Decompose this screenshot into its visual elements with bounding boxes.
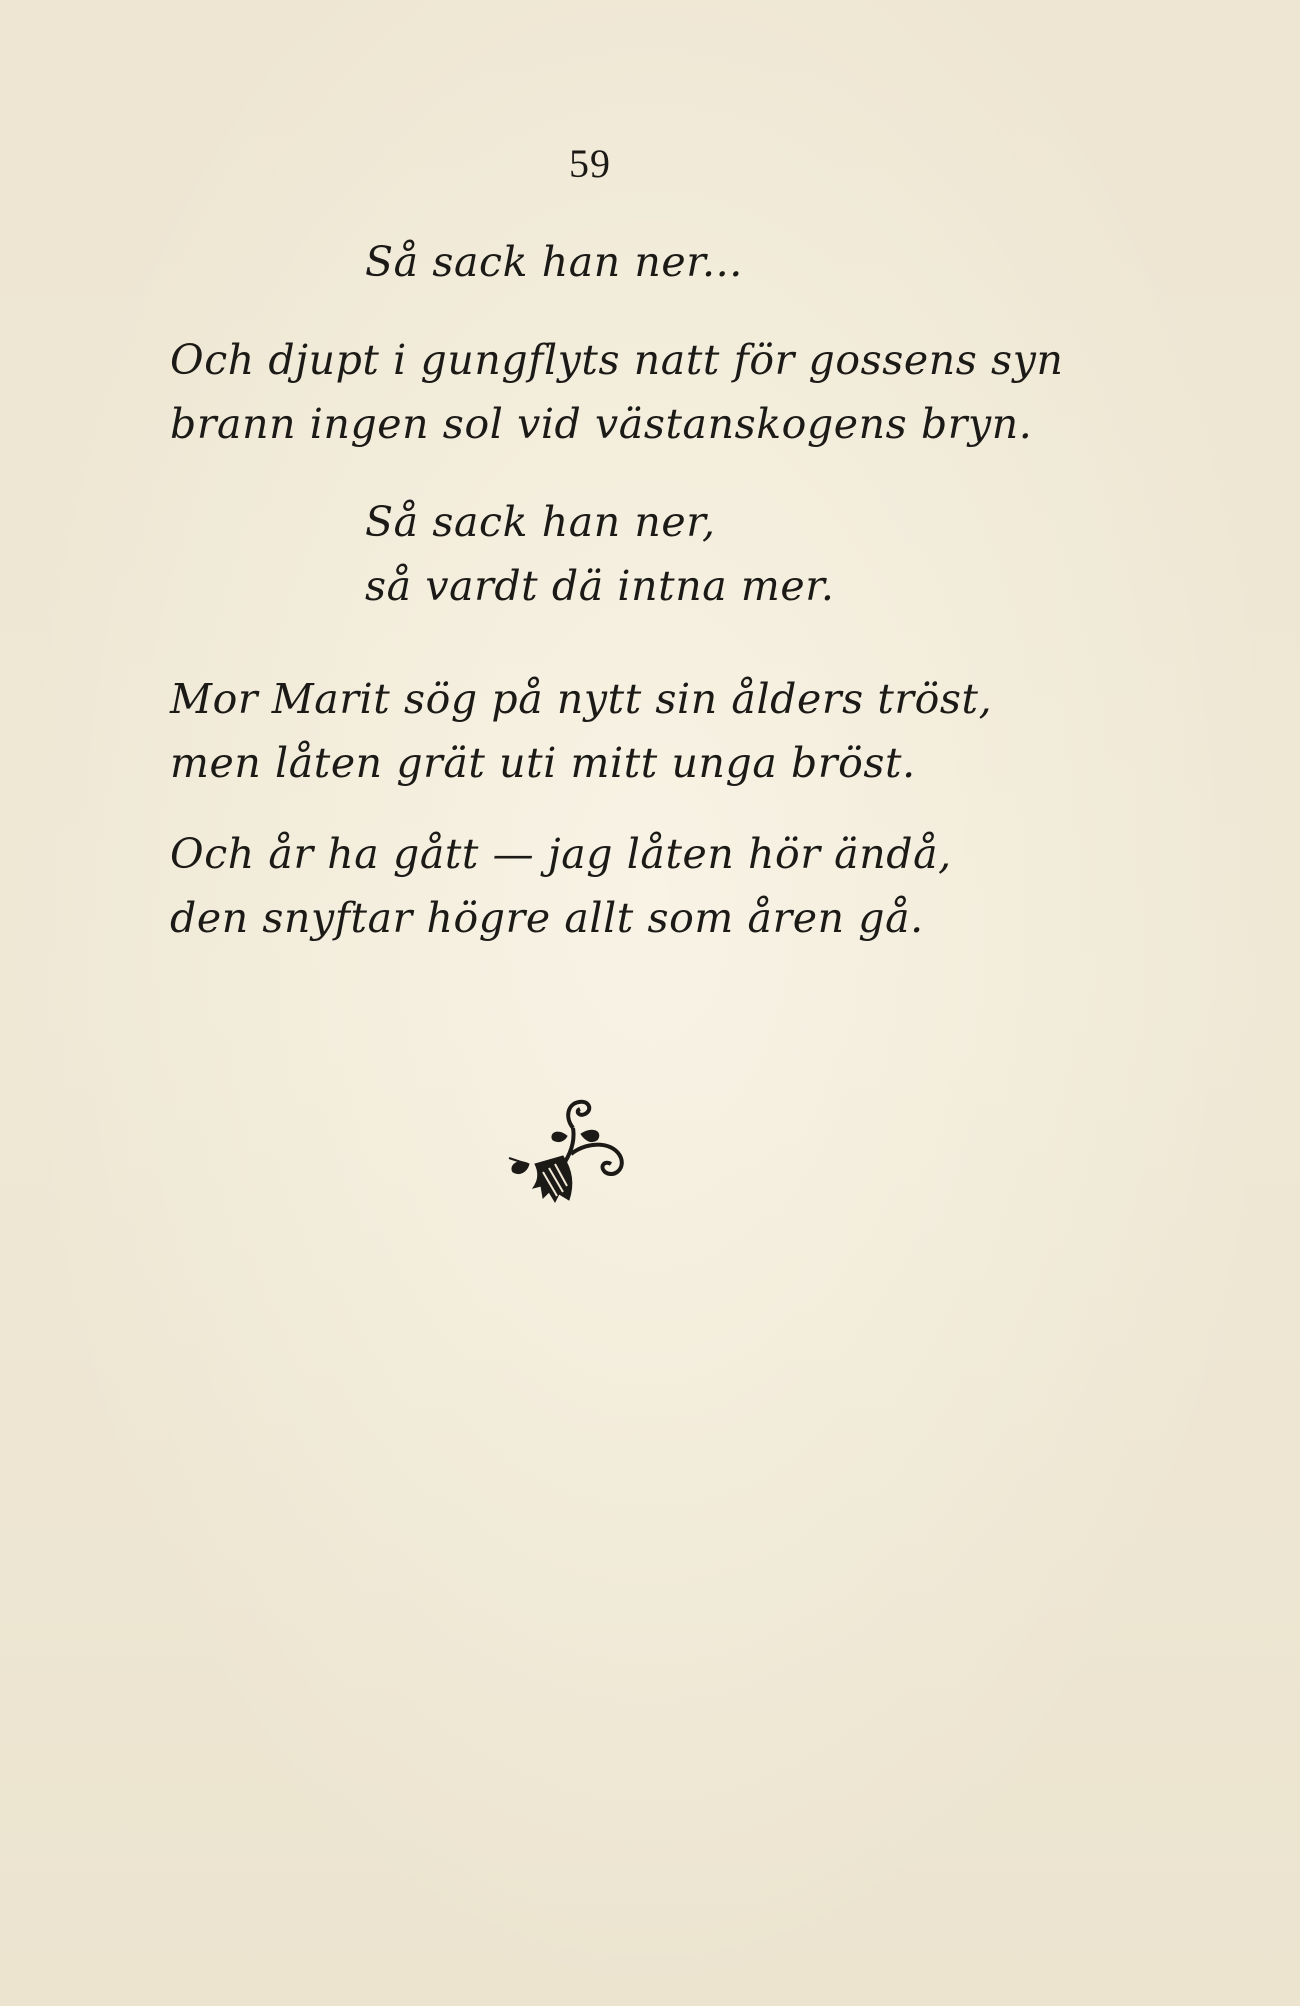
verse-line: brann ingen sol vid västanskogens bryn. xyxy=(170,400,1033,448)
verse-line: men låten grät uti mitt unga bröst. xyxy=(170,739,916,787)
verse-line: den snyftar högre allt som åren gå. xyxy=(170,894,924,942)
stanza-2 xyxy=(170,328,1063,456)
verse-line: Mor Marit sög på nytt sin ålders tröst, xyxy=(170,675,993,723)
floral-vignette-icon xyxy=(505,1078,645,1218)
verse-line: Och år ha gått — jag låten hör ändå, xyxy=(170,830,952,878)
stanza-5 xyxy=(170,822,952,950)
stanza-3 xyxy=(365,490,835,618)
stanza-4 xyxy=(170,667,992,795)
stanza-1 xyxy=(365,230,743,294)
verse-line: Så sack han ner... xyxy=(365,238,743,286)
page-number: 59 xyxy=(569,141,611,186)
verse-line: Och djupt i gungflyts natt för gossens syn xyxy=(170,336,1064,384)
verse-line: Så sack han ner, xyxy=(365,498,716,546)
verse-line: så vardt dä intna mer. xyxy=(365,562,835,610)
